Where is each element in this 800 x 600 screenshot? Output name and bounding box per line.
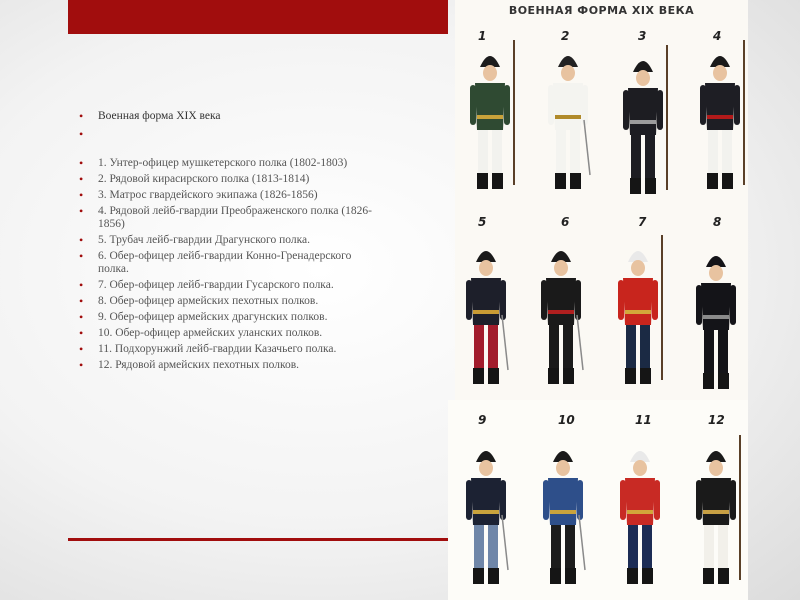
list-item: • 12. Рядовой армейских пехотных полков. <box>78 359 378 372</box>
list-item: • 1. Унтер-офицер мушкетерского полка (1802-1803) <box>78 157 378 170</box>
soldier-figure-1 <box>470 40 514 189</box>
soldier-figure-4 <box>700 40 744 189</box>
soldier-figure-6 <box>541 251 583 384</box>
uniform-illustration <box>448 0 748 600</box>
soldier-figure-5 <box>466 251 508 384</box>
list-item: • 8. Обер-офицер армейских пехотных полков. <box>78 295 378 308</box>
list-item: • 5. Трубач лейб-гвардии Драгунского полка. <box>78 234 378 247</box>
soldier-figure-10 <box>543 451 585 584</box>
plate-title: ВОЕННАЯ ФОРМА XIX ВЕКА <box>508 4 695 17</box>
list-item: • 10. Обер-офицер армейских уланских полков. <box>78 327 378 340</box>
soldier-figure-7 <box>618 235 662 384</box>
figure-number-1: 1 <box>478 29 487 43</box>
figure-number-6: 6 <box>561 215 570 229</box>
soldier-figure-9 <box>466 451 508 584</box>
slide-title: • Военная форма XIX века <box>78 110 378 123</box>
soldier-figure-12 <box>696 435 740 584</box>
list-item: • 7. Обер-офицер лейб-гвардии Гусарского полка. <box>78 279 378 292</box>
list-item: • 2. Рядовой кирасирского полка (1813-1814) <box>78 173 378 186</box>
figure-number-5: 5 <box>478 215 487 229</box>
soldier-figures <box>466 40 744 584</box>
list-item: • 3. Матрос гвардейского экипажа (1826-1856) <box>78 189 378 202</box>
list-item: • 11. Подхорунжий лейб-гвардии Казачьего полка. <box>78 343 378 356</box>
figure-numbers <box>478 29 725 427</box>
soldier-figure-2 <box>548 56 590 189</box>
list-item: • 9. Обер-офицер армейских драгунских полков. <box>78 311 378 324</box>
figure-number-3: 3 <box>638 29 647 43</box>
soldier-figure-3 <box>623 45 667 194</box>
soldier-figure-8 <box>696 256 736 389</box>
figure-number-9: 9 <box>478 413 487 427</box>
figure-number-2: 2 <box>561 29 570 43</box>
top-accent-bar <box>68 0 448 34</box>
figure-number-11: 11 <box>635 413 652 427</box>
bullet-list <box>78 110 378 372</box>
figure-number-10: 10 <box>558 413 575 427</box>
figure-number-12: 12 <box>708 413 725 427</box>
soldier-figure-11 <box>620 451 660 584</box>
empty-bullet <box>78 128 378 141</box>
slide-text <box>78 110 378 375</box>
figure-number-4: 4 <box>713 29 722 43</box>
list-item: • 4. Рядовой лейб-гвардии Преображенского полка (1826-1856) <box>78 205 378 231</box>
bottom-accent-rule <box>68 538 450 541</box>
figure-number-7: 7 <box>638 215 647 229</box>
figure-number-8: 8 <box>713 215 722 229</box>
list-item: • 6. Обер-офицер лейб-гвардии Конно-Гренадерского полка. <box>78 250 378 276</box>
